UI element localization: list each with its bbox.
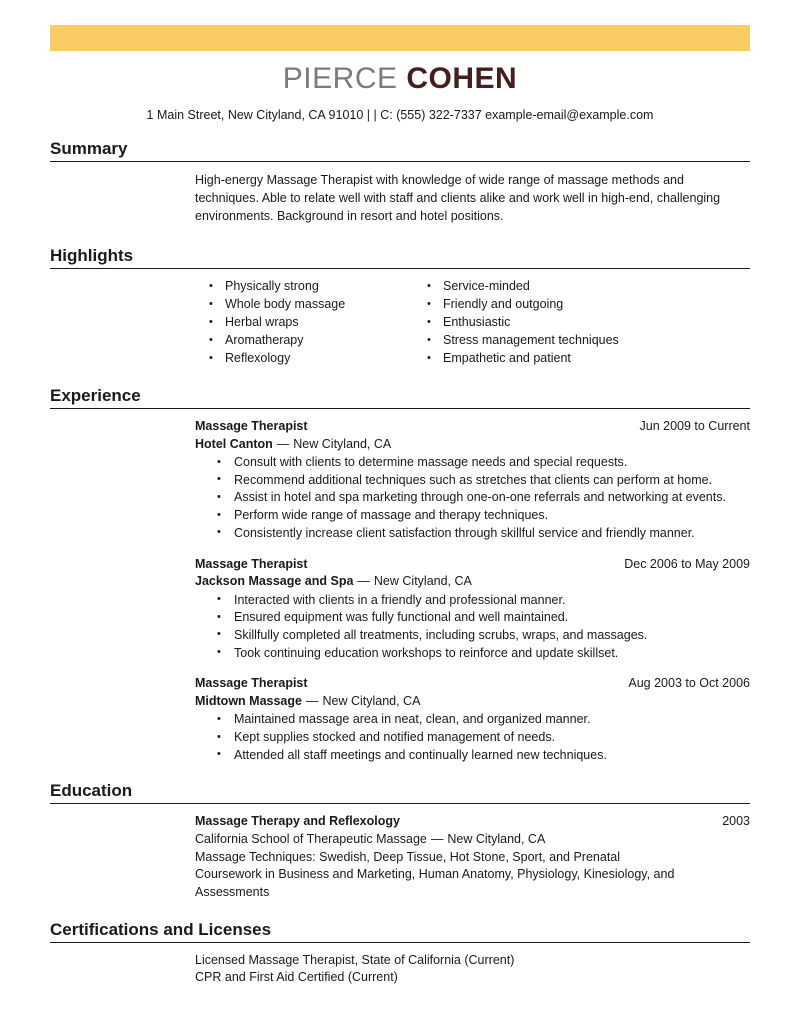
education-detail-techniques: Massage Techniques: Swedish, Deep Tissue, Hot Stone, Sport, and Prenatal [195,849,621,864]
job-org-line [195,693,750,711]
job-dates: Jun 2009 to Current [639,419,750,433]
job-title: Massage Therapist [195,676,308,691]
section-title-education: Education [50,781,133,801]
list-item: • Empathetic and patient [413,350,743,368]
education-entry-header [195,813,750,831]
list-item: • Maintained massage area in neat, clean, and organized manner. [195,711,750,729]
certifications-body [195,952,750,987]
list-item: • Assist in hotel and spa marketing through one-on-one referrals and networking at events. [195,489,750,507]
job-org-line [195,436,750,454]
education-entry [195,813,750,901]
list-item: • Took continuing education workshops to reinforce and update skillset. [195,645,750,663]
job-location: New Cityland, CA [293,436,392,451]
job-dates: Dec 2006 to May 2009 [624,556,750,571]
company-name: Jackson Massage and Spa [195,574,354,589]
section-rule-highlights [50,268,750,269]
section-experience [50,385,750,764]
separator-dash: — [276,436,290,451]
job-responsibilities [195,454,750,543]
list-item: • Attended all staff meetings and continually learned new techniques. [195,747,750,765]
summary-text: High-energy Massage Therapist with knowledge of wide range of massage methods and techniques. Able to relate well with staff and clients alike and work well in high-end, challenging environments. Background in resort and hotel positions. [195,173,721,223]
list-item: • Kept supplies stocked and notified management of needs. [195,729,750,747]
section-rule-education [50,803,750,804]
list-item: • Ensured equipment was fully functional and well maintained. [195,609,750,627]
list-item: • Aromatherapy [195,332,413,350]
section-title-experience: Experience [50,386,141,405]
experience-entry [195,556,750,663]
contact-line: 1 Main Street, New Cityland, CA 91010 | | C: (555) 322-7337 example-email@example.com [146,108,654,122]
company-name: Hotel Canton [195,436,273,451]
top-accent-banner [50,25,750,51]
job-responsibilities [195,711,750,764]
highlights-column-one [195,278,413,368]
job-title: Massage Therapist [195,556,308,571]
section-rule-experience [50,408,750,409]
experience-entry-header [195,418,750,436]
list-item: • Consult with clients to determine massage needs and special requests. [195,454,750,472]
education-school-line [195,831,750,849]
job-title: Massage Therapist [195,419,308,433]
section-certifications [50,919,750,987]
company-name: Midtown Massage [195,693,302,708]
list-item: • Enthusiastic [413,314,743,332]
highlights-column-two [413,278,743,368]
highlights-list-one [195,278,413,368]
job-responsibilities [195,592,750,663]
experience-entry-header [195,675,750,693]
job-dates: Aug 2003 to Oct 2006 [628,676,750,691]
job-location: New Cityland, CA [322,693,421,708]
section-highlights [50,245,750,368]
list-item: • Physically strong [195,278,413,296]
section-education [50,780,750,901]
job-location: New Cityland, CA [373,574,472,589]
list-item: • Perform wide range of massage and therapy techniques. [195,507,750,525]
list-item: • Interacted with clients in a friendly and professional manner. [195,592,750,610]
separator-dash: — [357,574,370,589]
separator-dash: — [430,831,444,846]
experience-entry-header [195,556,750,574]
certification-line: Licensed Massage Therapist, State of California (Current) [195,952,515,967]
job-org-line [195,573,750,591]
highlights-list-two [413,278,743,368]
list-item: • Consistently increase client satisfaction through skillful service and friendly manner. [195,525,750,543]
experience-entry [195,418,750,543]
separator-dash: — [305,693,319,708]
list-item: • Recommend additional techniques such as stretches that clients can perform at home. [195,472,750,490]
candidate-name [50,62,750,96]
list-item: • Friendly and outgoing [413,296,743,314]
name-first: PIERCE [282,62,398,95]
experience-entry [195,675,750,764]
school-name: California School of Therapeutic Massage [195,831,427,846]
list-item: • Whole body massage [195,296,413,314]
section-rule-certifications [50,942,750,943]
resume-content [50,138,750,987]
section-summary [50,138,750,225]
section-title-certifications: Certifications and Licenses [50,919,272,939]
list-item: • Skillfully completed all treatments, including scrubs, wraps, and massages. [195,627,750,645]
education-program: Massage Therapy and Reflexology [195,814,400,829]
education-detail-coursework: Coursework in Business and Marketing, Human Anatomy, Physiology, Kinesiology, and Assessments [195,867,675,900]
certification-line: CPR and First Aid Certified (Current) [195,970,398,985]
resume-header [50,62,750,123]
section-title-highlights: Highlights [50,246,134,265]
list-item: • Service-minded [413,278,743,296]
education-year: 2003 [722,814,750,829]
section-rule-summary [50,161,750,162]
list-item: • Reflexology [195,350,413,368]
highlights-columns [195,278,750,368]
section-title-summary: Summary [50,139,128,158]
school-location: New Cityland, CA [447,831,546,846]
name-last: COHEN [406,62,518,95]
list-item: • Herbal wraps [195,314,413,332]
list-item: • Stress management techniques [413,332,743,350]
